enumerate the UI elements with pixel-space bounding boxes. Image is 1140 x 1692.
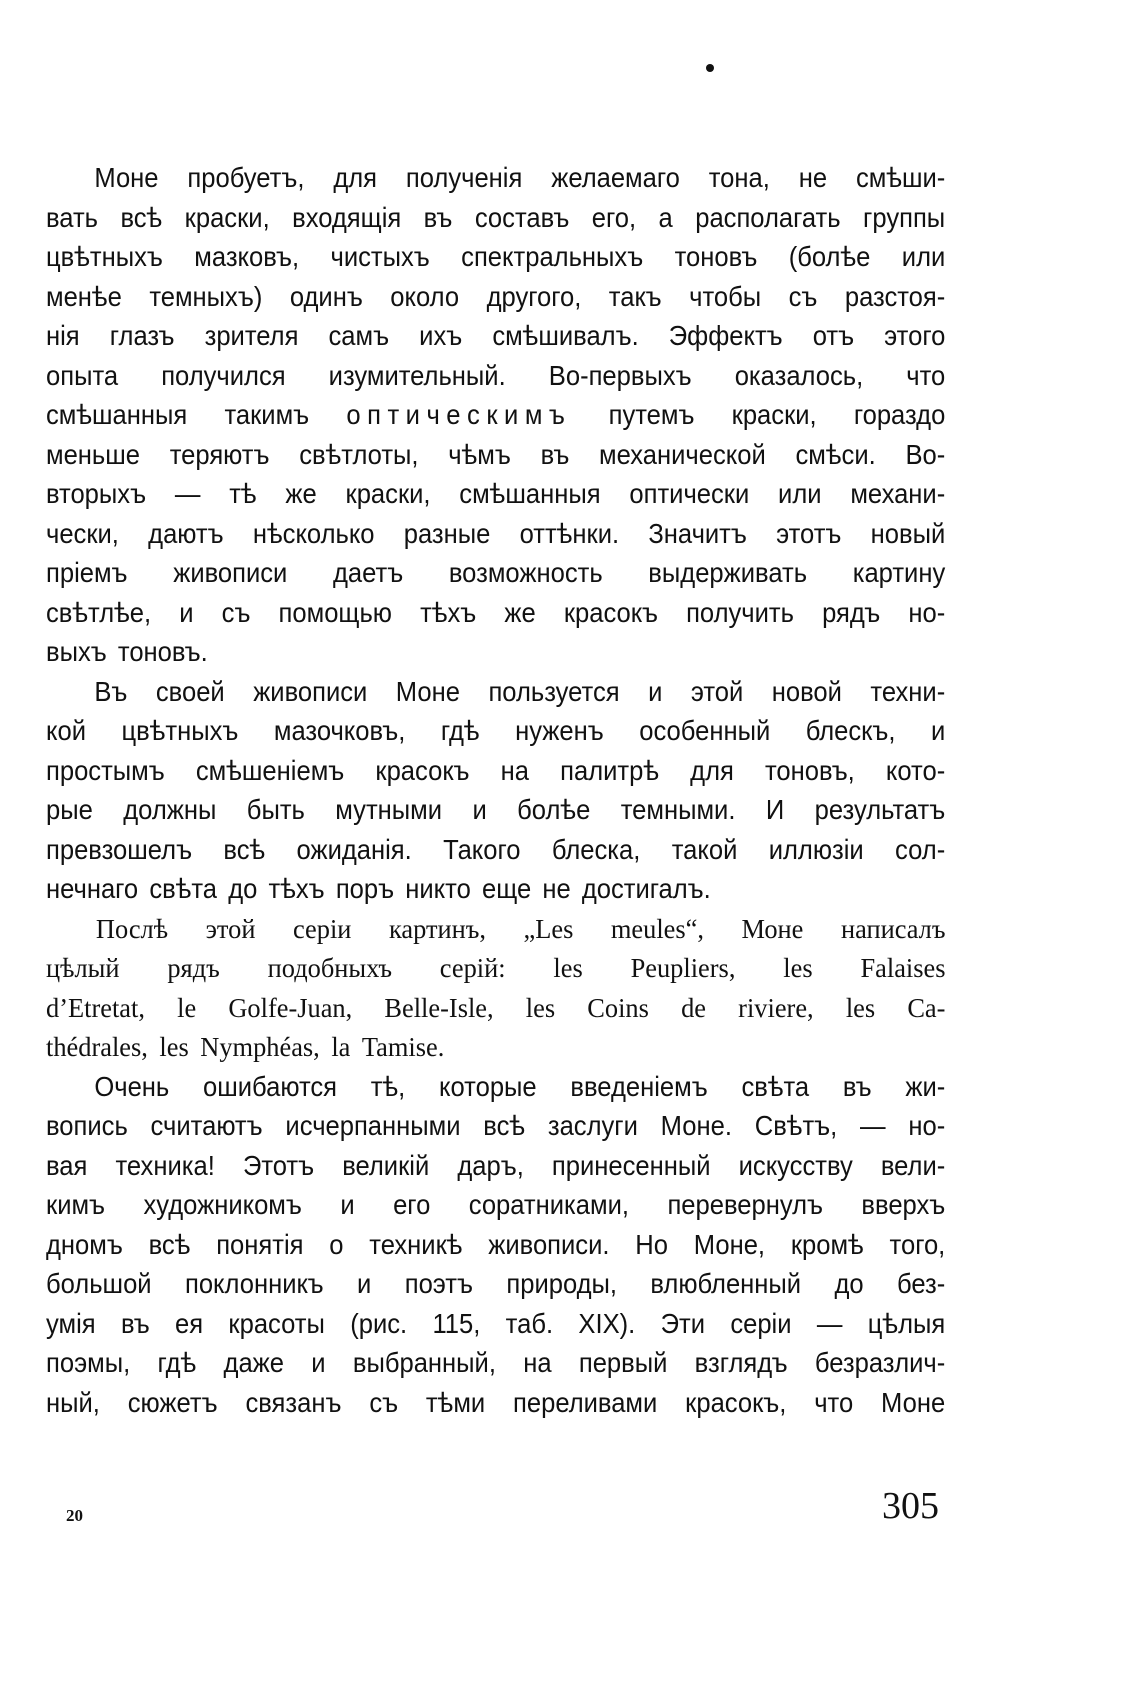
text-line: вать всѣ краски, входящія въ составъ его, а располагать группы [46,201,946,233]
body-text [46,158,946,1422]
text-line: d’Etretat, le Golfe-Juan, Belle-Isle, les Coins de riviere, les Ca- [46,991,946,1023]
text-line: Моне пробуетъ, для полученія желаемаго тона, не смѣши- [94,162,946,193]
text-line: менѣе темныхъ) одинъ около другого, такъ чтобы съ разстоя- [46,280,946,312]
text-line: Послѣ этой серіи картинъ, „Les meules“, Моне написалъ [95,912,946,944]
text-line: большой поклонникъ и поэтъ природы, влюбленный до без- [46,1268,946,1299]
text-line: цѣлый рядъ подобныхъ серій: les Peupliers, les Falaises [46,952,946,983]
text-line: чески, даютъ нѣсколько разные оттѣнки. Значитъ этотъ новый [46,517,946,549]
text-line: нія глазъ зрителя самъ ихъ смѣшивалъ. Эффектъ отъ этого [46,320,946,351]
text-line: меньше теряютъ свѣтлоты, чѣмъ въ механической смѣси. Во- [46,438,946,470]
text-line: вопись считаютъ исчерпанными всѣ заслуги Моне. Свѣтъ, — но- [46,1110,946,1141]
text-line: вая техника! Этотъ великій даръ, принесенный искусству вели- [46,1149,946,1181]
text-line: Очень ошибаются тѣ, которые введеніемъ свѣта въ жи- [94,1070,946,1102]
text-line: Въ своей живописи Моне пользуется и этой новой техни- [94,675,946,707]
text-line: опыта получился изумительный. Во-первыхъ оказалось, что [46,359,946,391]
text-line: дномъ всѣ понятія о техникѣ живописи. Но Моне, кромѣ того, [46,1228,946,1260]
text-line: вторыхъ — тѣ же краски, смѣшанныя оптически или механи- [46,478,946,509]
ink-dot [706,64,714,72]
text-line: выхъ тоновъ. [46,636,208,667]
text-line: кой цвѣтныхъ мазочковъ, гдѣ нуженъ особенный блескъ, и [46,715,946,746]
text-line: рые должны быть мутными и болѣе темными. И результатъ [46,794,946,825]
text-line: кимъ художникомъ и его соратниками, перевернулъ вверхъ [46,1189,946,1220]
text-line: поэмы, гдѣ даже и выбранный, на первый взглядъ безразлич- [46,1347,946,1378]
text-line: смѣшанныя такимъ оптическимъ путемъ краски, гораздо [46,399,946,430]
text-line: превзошелъ всѣ ожиданія. Такого блеска, такой иллюзіи сол- [46,833,946,865]
text-line: свѣтлѣе, и съ помощью тѣхъ же красокъ получить рядъ но- [46,596,946,628]
text-line: пріемъ живописи даетъ возможность выдерживать картину [46,557,946,588]
text-line: thédrales, les Nymphéas, la Tamise. [46,1031,445,1062]
page-number: 305 [882,1485,939,1527]
text-line: нечнаго свѣта до тѣхъ поръ никто еще не достигалъ. [46,873,711,904]
text-line: умія въ ея красоты (рис. 115, таб. XIX). Эти серіи — цѣлыя [46,1307,946,1339]
text-line: цвѣтныхъ мазковъ, чистыхъ спектральныхъ тоновъ (болѣе или [46,241,946,272]
text-line: ный, сюжетъ связанъ съ тѣми переливами красокъ, что Моне [46,1386,946,1418]
text-line: простымъ смѣшеніемъ красокъ на палитрѣ для тоновъ, кото- [46,754,946,786]
signature-mark: 20 [66,1506,83,1525]
